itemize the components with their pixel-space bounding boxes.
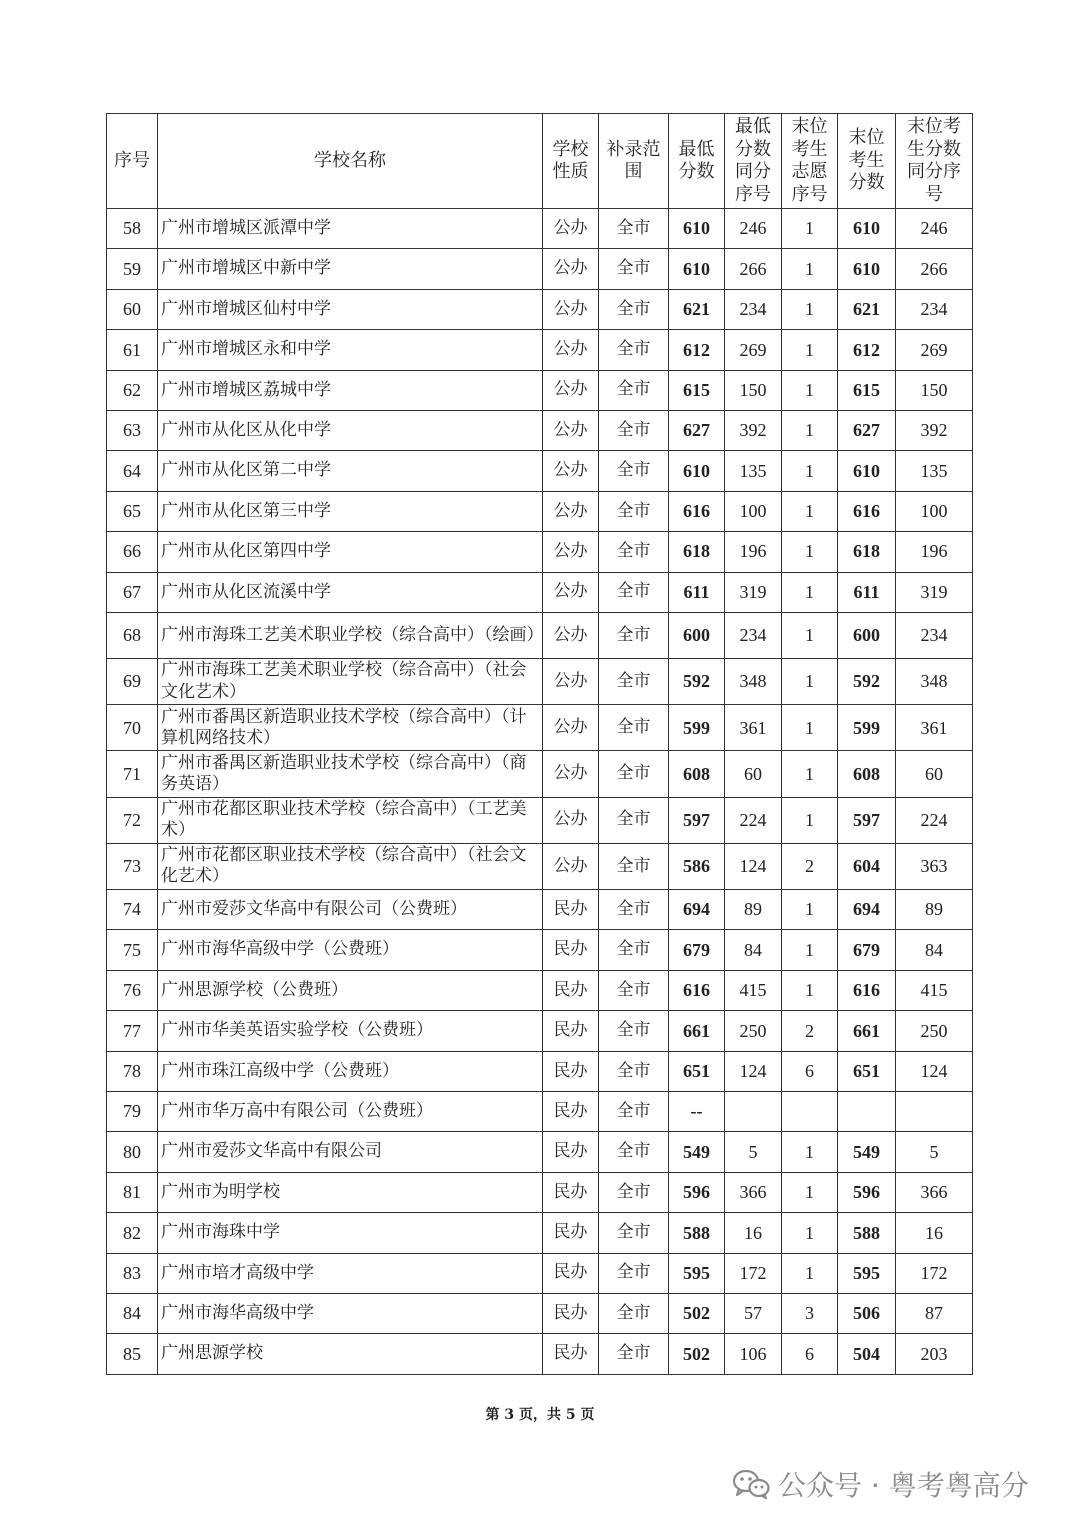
- cell-min-score: 694: [669, 890, 725, 930]
- cell-min-score: 616: [669, 970, 725, 1010]
- cell-min-score: 651: [669, 1051, 725, 1091]
- cell-school-name: 广州市从化区从化中学: [158, 410, 543, 450]
- cell-last-score-rank: 266: [896, 249, 973, 289]
- cell-school-type: 公办: [543, 797, 599, 843]
- cell-min-score: 679: [669, 930, 725, 970]
- cell-last-score-rank: 87: [896, 1293, 973, 1333]
- cell-last-score: 597: [838, 797, 896, 843]
- cell-last-score-rank: 319: [896, 572, 973, 612]
- cell-index: 70: [107, 705, 158, 751]
- table-row: [107, 532, 973, 572]
- cell-school-type: 民办: [543, 890, 599, 930]
- cell-index: 62: [107, 370, 158, 410]
- cell-last-choice-no: 1: [782, 890, 838, 930]
- cell-school-name: 广州市番禺区新造职业技术学校（综合高中）（商务英语）: [158, 751, 543, 797]
- cell-last-score-rank: 172: [896, 1253, 973, 1293]
- cell-school-type: 公办: [543, 843, 599, 889]
- table-row: [107, 1293, 973, 1333]
- cell-last-score: 610: [838, 209, 896, 249]
- cell-last-choice-no: [782, 1091, 838, 1131]
- cell-scope: 全市: [599, 330, 669, 370]
- cell-min-score-rank: 348: [725, 659, 782, 705]
- table-row: [107, 659, 973, 705]
- cell-min-score-rank: 269: [725, 330, 782, 370]
- cell-last-score-rank: 363: [896, 843, 973, 889]
- cell-index: 58: [107, 209, 158, 249]
- cell-school-type: 民办: [543, 1011, 599, 1051]
- cell-index: 73: [107, 843, 158, 889]
- cell-min-score: 612: [669, 330, 725, 370]
- table-row: [107, 797, 973, 843]
- cell-min-score-rank: 234: [725, 289, 782, 329]
- cell-scope: 全市: [599, 1051, 669, 1091]
- cell-school-type: 民办: [543, 1172, 599, 1212]
- cell-school-type: 民办: [543, 1213, 599, 1253]
- cell-last-choice-no: 1: [782, 1253, 838, 1293]
- cell-last-choice-no: 1: [782, 209, 838, 249]
- cell-scope: 全市: [599, 930, 669, 970]
- table-row: [107, 289, 973, 329]
- cell-last-score-rank: 366: [896, 1172, 973, 1212]
- cell-index: 79: [107, 1091, 158, 1131]
- cell-school-name: 广州市珠江高级中学（公费班）: [158, 1051, 543, 1091]
- cell-index: 76: [107, 970, 158, 1010]
- watermark: [732, 1464, 1029, 1504]
- cell-scope: 全市: [599, 491, 669, 531]
- cell-last-choice-no: 1: [782, 532, 838, 572]
- cell-school-type: 公办: [543, 410, 599, 450]
- cell-index: 66: [107, 532, 158, 572]
- cell-index: 77: [107, 1011, 158, 1051]
- cell-last-score-rank: 135: [896, 451, 973, 491]
- cell-index: 85: [107, 1334, 158, 1374]
- cell-school-name: 广州市为明学校: [158, 1172, 543, 1212]
- cell-school-type: 公办: [543, 659, 599, 705]
- cell-scope: 全市: [599, 890, 669, 930]
- cell-scope: 全市: [599, 1091, 669, 1131]
- wechat-icon: [732, 1469, 770, 1499]
- table-row: [107, 890, 973, 930]
- cell-min-score-rank: 60: [725, 751, 782, 797]
- cell-last-score: 694: [838, 890, 896, 930]
- cell-index: 68: [107, 612, 158, 658]
- cell-scope: 全市: [599, 1011, 669, 1051]
- cell-last-choice-no: 1: [782, 1132, 838, 1172]
- cell-school-type: 公办: [543, 451, 599, 491]
- cell-scope: 全市: [599, 1172, 669, 1212]
- table-row: [107, 843, 973, 889]
- header-last-score: 末位考生分数: [838, 114, 896, 209]
- table-row: [107, 370, 973, 410]
- cell-last-score: 618: [838, 532, 896, 572]
- cell-last-score-rank: 224: [896, 797, 973, 843]
- cell-min-score-rank: 57: [725, 1293, 782, 1333]
- cell-min-score-rank: 196: [725, 532, 782, 572]
- cell-index: 63: [107, 410, 158, 450]
- cell-last-choice-no: 1: [782, 249, 838, 289]
- cell-last-choice-no: 1: [782, 572, 838, 612]
- cell-last-score: 504: [838, 1334, 896, 1374]
- cell-index: 82: [107, 1213, 158, 1253]
- cell-last-score-rank: 196: [896, 532, 973, 572]
- table-row: [107, 249, 973, 289]
- table-row: [107, 612, 973, 658]
- cell-min-score-rank: 392: [725, 410, 782, 450]
- table-row: [107, 209, 973, 249]
- page-footer: 第 3 页，共 5 页: [485, 1407, 595, 1423]
- cell-school-name: 广州市华万高中有限公司（公费班）: [158, 1091, 543, 1131]
- cell-min-score: 627: [669, 410, 725, 450]
- cell-last-choice-no: 6: [782, 1334, 838, 1374]
- cell-index: 61: [107, 330, 158, 370]
- cell-scope: 全市: [599, 705, 669, 751]
- cell-last-score-rank: 269: [896, 330, 973, 370]
- header-min-score-rank: 最低分数同分序号: [725, 114, 782, 209]
- cell-school-type: 公办: [543, 751, 599, 797]
- cell-min-score: 610: [669, 249, 725, 289]
- table-row: [107, 572, 973, 612]
- cell-last-score-rank: 100: [896, 491, 973, 531]
- cell-min-score-rank: 100: [725, 491, 782, 531]
- cell-last-score-rank: 415: [896, 970, 973, 1010]
- cell-index: 84: [107, 1293, 158, 1333]
- cell-last-score-rank: 361: [896, 705, 973, 751]
- table-row: [107, 1172, 973, 1212]
- cell-min-score: 610: [669, 451, 725, 491]
- header-school-name: 学校名称: [158, 114, 543, 209]
- cell-min-score-rank: 366: [725, 1172, 782, 1212]
- cell-last-choice-no: 1: [782, 491, 838, 531]
- cell-scope: 全市: [599, 1334, 669, 1374]
- cell-last-choice-no: 1: [782, 1213, 838, 1253]
- cell-last-choice-no: 1: [782, 659, 838, 705]
- cell-last-choice-no: 2: [782, 1011, 838, 1051]
- cell-school-type: 公办: [543, 705, 599, 751]
- cell-last-score: 627: [838, 410, 896, 450]
- cell-min-score-rank: 319: [725, 572, 782, 612]
- cell-last-score: 595: [838, 1253, 896, 1293]
- cell-min-score: 618: [669, 532, 725, 572]
- cell-last-score: 616: [838, 970, 896, 1010]
- cell-last-score-rank: 60: [896, 751, 973, 797]
- cell-min-score: 661: [669, 1011, 725, 1051]
- cell-min-score-rank: 135: [725, 451, 782, 491]
- cell-last-score: 588: [838, 1213, 896, 1253]
- cell-min-score: 616: [669, 491, 725, 531]
- header-school-type: 学校性质: [543, 114, 599, 209]
- table-row: [107, 751, 973, 797]
- table-row: [107, 1253, 973, 1293]
- cell-min-score-rank: 106: [725, 1334, 782, 1374]
- cell-school-name: 广州思源学校: [158, 1334, 543, 1374]
- cell-school-type: 公办: [543, 370, 599, 410]
- cell-min-score: 597: [669, 797, 725, 843]
- cell-scope: 全市: [599, 751, 669, 797]
- cell-min-score: 588: [669, 1213, 725, 1253]
- cell-scope: 全市: [599, 1293, 669, 1333]
- table-row: [107, 1213, 973, 1253]
- table-row: [107, 1051, 973, 1091]
- cell-scope: 全市: [599, 451, 669, 491]
- cell-min-score: 599: [669, 705, 725, 751]
- cell-last-choice-no: 1: [782, 451, 838, 491]
- cell-index: 65: [107, 491, 158, 531]
- cell-min-score-rank: 124: [725, 843, 782, 889]
- cell-last-score-rank: 16: [896, 1213, 973, 1253]
- cell-min-score-rank: 361: [725, 705, 782, 751]
- cell-last-score: 600: [838, 612, 896, 658]
- cell-last-score: 592: [838, 659, 896, 705]
- cell-school-name: 广州市从化区第三中学: [158, 491, 543, 531]
- cell-last-choice-no: 1: [782, 410, 838, 450]
- table-row: [107, 410, 973, 450]
- cell-index: 72: [107, 797, 158, 843]
- cell-scope: 全市: [599, 370, 669, 410]
- cell-min-score-rank: 84: [725, 930, 782, 970]
- cell-scope: 全市: [599, 289, 669, 329]
- cell-school-name: 广州市培才高级中学: [158, 1253, 543, 1293]
- cell-last-score-rank: 89: [896, 890, 973, 930]
- cell-min-score: --: [669, 1091, 725, 1131]
- cell-school-name: 广州市海华高级中学（公费班）: [158, 930, 543, 970]
- cell-school-name: 广州市番禺区新造职业技术学校（综合高中）（计算机网络技术）: [158, 705, 543, 751]
- cell-school-type: 民办: [543, 1293, 599, 1333]
- cell-min-score-rank: 172: [725, 1253, 782, 1293]
- table-row: [107, 705, 973, 751]
- table-row: [107, 1334, 973, 1374]
- cell-min-score-rank: 16: [725, 1213, 782, 1253]
- cell-last-choice-no: 6: [782, 1051, 838, 1091]
- cell-index: 80: [107, 1132, 158, 1172]
- cell-last-score-rank: 5: [896, 1132, 973, 1172]
- cell-school-name: 广州市爱莎文华高中有限公司: [158, 1132, 543, 1172]
- cell-index: 83: [107, 1253, 158, 1293]
- cell-last-score: [838, 1091, 896, 1131]
- cell-last-score: 549: [838, 1132, 896, 1172]
- admission-table: [106, 113, 973, 1375]
- cell-last-choice-no: 1: [782, 930, 838, 970]
- cell-min-score-rank: 124: [725, 1051, 782, 1091]
- cell-index: 75: [107, 930, 158, 970]
- cell-min-score: 549: [669, 1132, 725, 1172]
- table-row: [107, 930, 973, 970]
- header-last-choice-no: 末位考生志愿序号: [782, 114, 838, 209]
- cell-school-type: 公办: [543, 249, 599, 289]
- cell-min-score-rank: 5: [725, 1132, 782, 1172]
- cell-index: 64: [107, 451, 158, 491]
- cell-min-score: 596: [669, 1172, 725, 1212]
- cell-school-type: 民办: [543, 1334, 599, 1374]
- cell-min-score-rank: 89: [725, 890, 782, 930]
- cell-scope: 全市: [599, 209, 669, 249]
- cell-school-name: 广州思源学校（公费班）: [158, 970, 543, 1010]
- cell-last-score: 661: [838, 1011, 896, 1051]
- cell-school-type: 公办: [543, 209, 599, 249]
- cell-school-name: 广州市增城区中新中学: [158, 249, 543, 289]
- cell-last-choice-no: 1: [782, 1172, 838, 1212]
- header-row: [107, 114, 973, 209]
- cell-school-name: 广州市海华高级中学: [158, 1293, 543, 1333]
- cell-last-choice-no: 1: [782, 289, 838, 329]
- cell-min-score: 610: [669, 209, 725, 249]
- cell-scope: 全市: [599, 797, 669, 843]
- cell-school-name: 广州市增城区永和中学: [158, 330, 543, 370]
- table-row: [107, 1091, 973, 1131]
- cell-last-score: 679: [838, 930, 896, 970]
- cell-index: 69: [107, 659, 158, 705]
- cell-min-score-rank: 246: [725, 209, 782, 249]
- header-min-score: 最低分数: [669, 114, 725, 209]
- cell-min-score: 586: [669, 843, 725, 889]
- cell-scope: 全市: [599, 1213, 669, 1253]
- header-last-score-rank: 末位考生分数同分序号: [896, 114, 973, 209]
- cell-min-score: 600: [669, 612, 725, 658]
- table-row: [107, 451, 973, 491]
- cell-scope: 全市: [599, 572, 669, 612]
- cell-scope: 全市: [599, 1253, 669, 1293]
- cell-last-score-rank: 392: [896, 410, 973, 450]
- table-row: [107, 970, 973, 1010]
- cell-last-score: 610: [838, 249, 896, 289]
- cell-school-type: 民办: [543, 1091, 599, 1131]
- header-index: 序号: [107, 114, 158, 209]
- header-scope: 补录范围: [599, 114, 669, 209]
- cell-index: 81: [107, 1172, 158, 1212]
- cell-school-name: 广州市花都区职业技术学校（综合高中）（工艺美术）: [158, 797, 543, 843]
- cell-min-score-rank: 250: [725, 1011, 782, 1051]
- cell-last-choice-no: 1: [782, 612, 838, 658]
- cell-min-score: 608: [669, 751, 725, 797]
- cell-min-score: 621: [669, 289, 725, 329]
- cell-index: 74: [107, 890, 158, 930]
- cell-school-name: 广州市华美英语实验学校（公费班）: [158, 1011, 543, 1051]
- cell-school-type: 公办: [543, 289, 599, 329]
- cell-last-choice-no: 2: [782, 843, 838, 889]
- cell-scope: 全市: [599, 532, 669, 572]
- cell-scope: 全市: [599, 612, 669, 658]
- cell-last-score: 596: [838, 1172, 896, 1212]
- cell-school-name: 广州市增城区荔城中学: [158, 370, 543, 410]
- cell-last-score-rank: 84: [896, 930, 973, 970]
- cell-last-score-rank: 150: [896, 370, 973, 410]
- cell-min-score-rank: 234: [725, 612, 782, 658]
- cell-last-score-rank: 250: [896, 1011, 973, 1051]
- cell-last-score: 506: [838, 1293, 896, 1333]
- cell-scope: 全市: [599, 410, 669, 450]
- cell-last-score: 616: [838, 491, 896, 531]
- table-row: [107, 1011, 973, 1051]
- cell-index: 67: [107, 572, 158, 612]
- cell-school-name: 广州市增城区仙村中学: [158, 289, 543, 329]
- cell-min-score: 611: [669, 572, 725, 612]
- cell-last-choice-no: 1: [782, 370, 838, 410]
- cell-last-choice-no: 1: [782, 751, 838, 797]
- cell-school-name: 广州市花都区职业技术学校（综合高中）（社会文化艺术）: [158, 843, 543, 889]
- cell-scope: 全市: [599, 659, 669, 705]
- cell-school-name: 广州市爱莎文华高中有限公司（公费班）: [158, 890, 543, 930]
- cell-last-score: 621: [838, 289, 896, 329]
- cell-min-score-rank: 224: [725, 797, 782, 843]
- cell-min-score: 615: [669, 370, 725, 410]
- cell-index: 60: [107, 289, 158, 329]
- cell-last-score-rank: 203: [896, 1334, 973, 1374]
- cell-min-score-rank: 150: [725, 370, 782, 410]
- cell-school-name: 广州市从化区流溪中学: [158, 572, 543, 612]
- cell-last-choice-no: 1: [782, 330, 838, 370]
- cell-last-score: 615: [838, 370, 896, 410]
- table-body: [107, 209, 973, 1375]
- cell-last-score: 612: [838, 330, 896, 370]
- cell-school-type: 民办: [543, 1253, 599, 1293]
- cell-index: 71: [107, 751, 158, 797]
- cell-school-name: 广州市从化区第二中学: [158, 451, 543, 491]
- cell-school-type: 民办: [543, 930, 599, 970]
- table-row: [107, 491, 973, 531]
- cell-last-score-rank: 348: [896, 659, 973, 705]
- cell-scope: 全市: [599, 970, 669, 1010]
- cell-min-score-rank: [725, 1091, 782, 1131]
- cell-school-type: 公办: [543, 572, 599, 612]
- cell-last-choice-no: 3: [782, 1293, 838, 1333]
- cell-school-name: 广州市从化区第四中学: [158, 532, 543, 572]
- table-row: [107, 1132, 973, 1172]
- cell-last-choice-no: 1: [782, 970, 838, 1010]
- cell-school-name: 广州市海珠工艺美术职业学校（综合高中）（绘画）: [158, 612, 543, 658]
- cell-last-choice-no: 1: [782, 797, 838, 843]
- cell-school-type: 公办: [543, 330, 599, 370]
- cell-scope: 全市: [599, 843, 669, 889]
- cell-last-score-rank: 234: [896, 289, 973, 329]
- cell-last-score-rank: 234: [896, 612, 973, 658]
- cell-school-type: 民办: [543, 1132, 599, 1172]
- cell-min-score-rank: 415: [725, 970, 782, 1010]
- cell-last-score: 611: [838, 572, 896, 612]
- cell-last-choice-no: 1: [782, 705, 838, 751]
- cell-min-score: 592: [669, 659, 725, 705]
- cell-min-score-rank: 266: [725, 249, 782, 289]
- cell-last-score: 608: [838, 751, 896, 797]
- cell-school-name: 广州市增城区派潭中学: [158, 209, 543, 249]
- cell-last-score: 610: [838, 451, 896, 491]
- cell-min-score: 595: [669, 1253, 725, 1293]
- cell-school-type: 民办: [543, 970, 599, 1010]
- cell-index: 59: [107, 249, 158, 289]
- cell-school-type: 公办: [543, 491, 599, 531]
- cell-school-name: 广州市海珠中学: [158, 1213, 543, 1253]
- cell-last-score: 599: [838, 705, 896, 751]
- cell-last-score-rank: [896, 1091, 973, 1131]
- table-row: [107, 330, 973, 370]
- cell-last-score-rank: 246: [896, 209, 973, 249]
- cell-school-type: 公办: [543, 612, 599, 658]
- cell-min-score: 502: [669, 1334, 725, 1374]
- cell-last-score: 651: [838, 1051, 896, 1091]
- cell-last-score: 604: [838, 843, 896, 889]
- cell-min-score: 502: [669, 1293, 725, 1333]
- cell-school-type: 民办: [543, 1051, 599, 1091]
- cell-index: 78: [107, 1051, 158, 1091]
- cell-scope: 全市: [599, 1132, 669, 1172]
- cell-last-score-rank: 124: [896, 1051, 973, 1091]
- cell-scope: 全市: [599, 249, 669, 289]
- cell-school-name: 广州市海珠工艺美术职业学校（综合高中）（社会文化艺术）: [158, 659, 543, 705]
- watermark-text: 公众号 · 粤考粤高分: [778, 1469, 1029, 1502]
- cell-school-type: 公办: [543, 532, 599, 572]
